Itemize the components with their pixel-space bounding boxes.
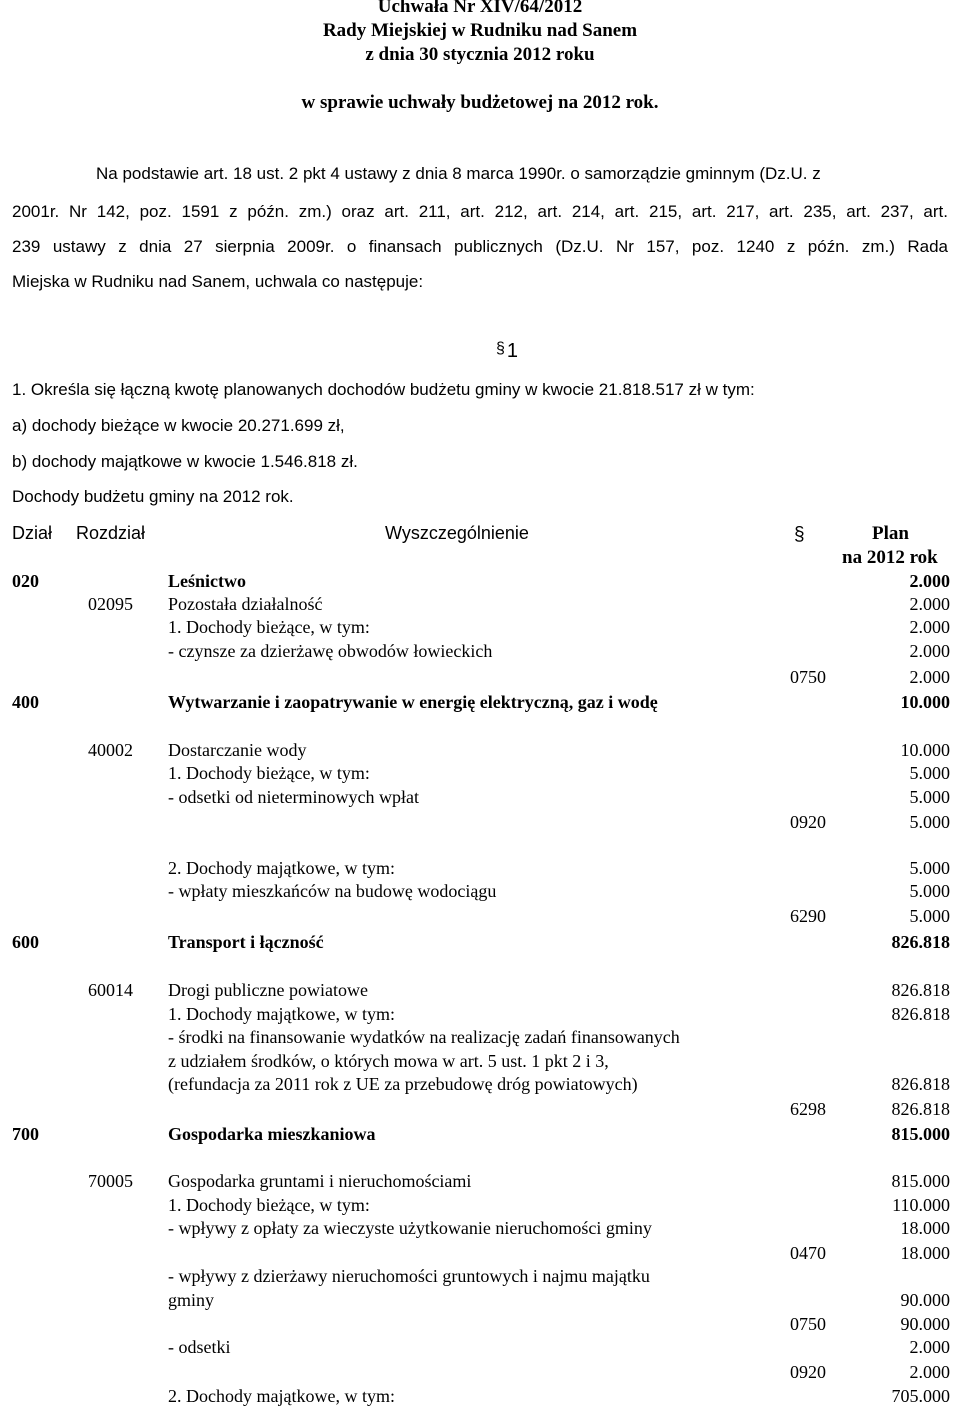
cell-description: Dostarczanie wody	[168, 740, 307, 760]
cell-plan: 10.000	[900, 692, 950, 712]
cell-paragraph: 0470	[790, 1243, 826, 1263]
section-heading	[496, 340, 518, 363]
cell-paragraph: 6290	[790, 906, 826, 926]
header-dzial: Dział	[12, 523, 53, 543]
cell-plan: 10.000	[900, 740, 950, 760]
table-row	[0, 1171, 960, 1195]
cell-description: (refundacja za 2011 rok z UE za przebudowę dróg powiatowych)	[168, 1074, 638, 1094]
cell-paragraph: 0920	[790, 1362, 826, 1382]
table-row	[0, 667, 960, 691]
cell-plan: 2.000	[909, 667, 950, 687]
cell-description: Gospodarka mieszkaniowa	[168, 1124, 376, 1144]
cell-description: - odsetki	[168, 1337, 231, 1357]
point-current-income: a) dochody bieżące w kwocie 20.271.699 zł,	[12, 416, 345, 435]
cell-plan: 2.000	[909, 641, 950, 661]
table-row	[0, 1218, 960, 1242]
table-row	[0, 1362, 960, 1386]
section-sign: §	[496, 340, 505, 357]
cell-description: Transport i łączność	[168, 932, 324, 952]
table-row	[0, 906, 960, 930]
table-row	[0, 1266, 960, 1290]
cell-plan: 826.818	[891, 932, 950, 952]
table-row	[0, 740, 960, 764]
cell-paragraph: 0750	[790, 1314, 826, 1334]
cell-description: - środki na finansowanie wydatków na realizację zadań finansowanych	[168, 1027, 680, 1047]
cell-description: 1. Dochody majątkowe, w tym:	[168, 1004, 395, 1024]
table-row	[0, 1124, 960, 1148]
cell-description: - czynsze za dzierżawę obwodów łowieckich	[168, 641, 493, 661]
cell-plan: 826.818	[891, 1074, 950, 1094]
table-row	[0, 1386, 960, 1410]
cell-plan: 90.000	[900, 1314, 950, 1334]
table-row	[0, 692, 960, 716]
table-row	[0, 980, 960, 1004]
table-row	[0, 1099, 960, 1123]
cell-plan: 826.818	[891, 980, 950, 1000]
table-row	[0, 1195, 960, 1219]
cell-plan: 826.818	[891, 1004, 950, 1024]
preamble-line-2: 2001r. Nr 142, poz. 1591 z późn. zm.) oraz art. 211, art. 212, art. 214, art. 215, art. 217, art. 235, art. 237, art.	[12, 202, 948, 221]
header-paragraph: §	[794, 524, 805, 545]
table-row	[0, 787, 960, 811]
cell-description: - wpływy z opłaty za wieczyste użytkowanie nieruchomości gminy	[168, 1218, 652, 1238]
header-plan-year: na 2012 rok	[842, 547, 938, 568]
table-row	[0, 571, 960, 595]
table-row	[0, 594, 960, 618]
cell-description: 2. Dochody majątkowe, w tym:	[168, 1386, 395, 1406]
table-row	[0, 1243, 960, 1267]
cell-paragraph: 6298	[790, 1099, 826, 1119]
cell-rozdzial: 02095	[88, 594, 133, 614]
cell-plan: 5.000	[909, 881, 950, 901]
cell-plan: 2.000	[909, 1362, 950, 1382]
table-row	[0, 617, 960, 641]
point-total-income: 1. Określa się łączną kwotę planowanych dochodów budżetu gminy w kwocie 21.818.517 zł w tym:	[12, 380, 755, 399]
cell-dzial: 600	[12, 932, 39, 952]
table-row	[0, 812, 960, 836]
cell-description: Leśnictwo	[168, 571, 246, 591]
cell-rozdzial: 40002	[88, 740, 133, 760]
table-row	[0, 1337, 960, 1361]
cell-plan: 2.000	[909, 617, 950, 637]
header-plan: Plan	[872, 523, 909, 544]
table-row	[0, 1290, 960, 1314]
cell-plan: 5.000	[909, 906, 950, 926]
cell-description: 2. Dochody majątkowe, w tym:	[168, 858, 395, 878]
preamble-line-1: Na podstawie art. 18 ust. 2 pkt 4 ustawy z dnia 8 marca 1990r. o samorządzie gminnym (Dz.U. z	[96, 164, 821, 183]
cell-description: Gospodarka gruntami i nieruchomościami	[168, 1171, 472, 1191]
table-row	[0, 763, 960, 787]
cell-description: z udziałem środków, o których mowa w art. 5 ust. 1 pkt 2 i 3,	[168, 1051, 609, 1071]
cell-rozdzial: 60014	[88, 980, 133, 1000]
cell-plan: 18.000	[900, 1243, 950, 1263]
table-row	[0, 932, 960, 956]
cell-dzial: 400	[12, 692, 39, 712]
cell-plan: 90.000	[900, 1290, 950, 1310]
preamble-line-3: 239 ustawy z dnia 27 sierpnia 2009r. o finansach publicznych (Dz.U. Nr 157, poz. 1240 z późn. zm.) Rada	[12, 237, 948, 256]
cell-plan: 2.000	[909, 594, 950, 614]
cell-description: - odsetki od nieterminowych wpłat	[168, 787, 419, 807]
preamble-line-4: Miejska w Rudniku nad Sanem, uchwala co następuje:	[12, 272, 424, 291]
cell-plan: 5.000	[909, 858, 950, 878]
section-number: 1	[506, 340, 519, 362]
cell-description: - wpływy z dzierżawy nieruchomości gruntowych i najmu majątku	[168, 1266, 650, 1286]
cell-description: Wytwarzanie i zaopatrywanie w energię elektryczną, gaz i wodę	[168, 692, 658, 712]
resolution-subject: w sprawie uchwały budżetowej na 2012 rok.	[301, 92, 659, 113]
cell-description: 1. Dochody bieżące, w tym:	[168, 1195, 370, 1215]
cell-description: - wpłaty mieszkańców na budowę wodociągu	[168, 881, 497, 901]
cell-plan: 5.000	[909, 812, 950, 832]
cell-plan: 18.000	[900, 1218, 950, 1238]
cell-paragraph: 0750	[790, 667, 826, 687]
table-row	[0, 1027, 960, 1051]
table-row	[0, 858, 960, 882]
cell-description: 1. Dochody bieżące, w tym:	[168, 617, 370, 637]
cell-description: gminy	[168, 1290, 215, 1310]
resolution-title: Uchwała Nr XIV/64/2012	[377, 0, 583, 17]
resolution-council: Rady Miejskiej w Rudniku nad Sanem	[322, 20, 638, 41]
table-row	[0, 1314, 960, 1338]
cell-plan: 2.000	[909, 1337, 950, 1357]
point-capital-income: b) dochody majątkowe w kwocie 1.546.818 zł.	[12, 452, 358, 471]
cell-description: Pozostała działalność	[168, 594, 323, 614]
cell-plan: 110.000	[892, 1195, 950, 1215]
cell-plan: 815.000	[891, 1171, 950, 1191]
table-row	[0, 1004, 960, 1028]
cell-plan: 705.000	[891, 1386, 950, 1406]
table-row	[0, 641, 960, 665]
table-title: Dochody budżetu gminy na 2012 rok.	[12, 487, 294, 506]
cell-dzial: 700	[12, 1124, 39, 1144]
cell-dzial: 020	[12, 571, 39, 591]
table-row	[0, 1051, 960, 1075]
cell-plan: 5.000	[909, 787, 950, 807]
cell-paragraph: 0920	[790, 812, 826, 832]
header-rozdzial: Rozdział	[76, 523, 146, 543]
table-row	[0, 1074, 960, 1098]
cell-plan: 2.000	[909, 571, 950, 591]
cell-plan: 815.000	[891, 1124, 950, 1144]
cell-description: 1. Dochody bieżące, w tym:	[168, 763, 370, 783]
cell-description: Drogi publiczne powiatowe	[168, 980, 368, 1000]
cell-plan: 826.818	[891, 1099, 950, 1119]
cell-rozdzial: 70005	[88, 1171, 133, 1191]
header-description: Wyszczególnienie	[385, 523, 529, 543]
resolution-date: z dnia 30 stycznia 2012 roku	[365, 44, 595, 65]
table-row	[0, 881, 960, 905]
cell-plan: 5.000	[909, 763, 950, 783]
